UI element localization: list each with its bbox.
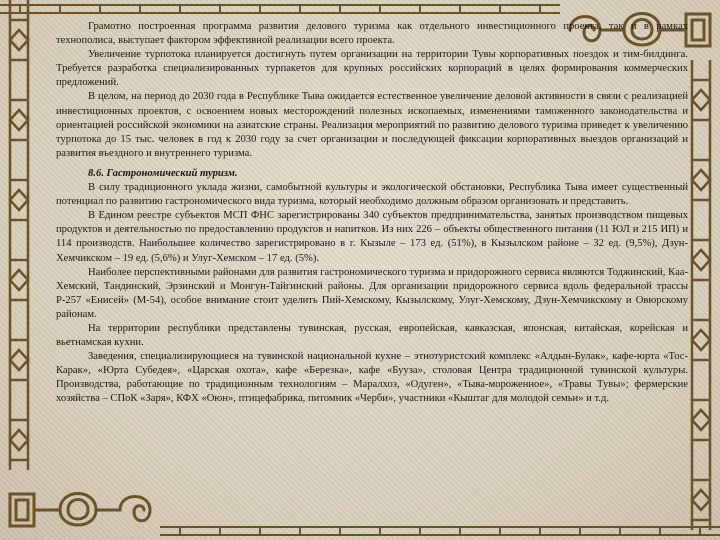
paragraph-perspective-districts: Наиболее перспективными районами для развития гастрономического туризма и придорожного сервиса являются Тоджинский, Каа-Хемский, Тандинский, Эрзинский и Монгун-Тайгинский районы. Для организации придорожного сервиса вдоль федеральной трассы Р-257 «Енисей» (М-54), особое внимание стоит уделить Пий-Хемскому, Кызылскому, Улуг-Хемскому, Дзун-Хемчикскому и Овюрскому районам. (56, 266, 688, 320)
paragraph-corporate-trips: Увеличение турпотока планируется достигнуть путем организации на территории Тувы корпоративных поездок и тим-билдинга. Требуется разработка специализированных турпакетов для крупных российских корпораций в целях формирования коммерческих предложений. (56, 49, 688, 89)
paragraph-intro: Грамотно построенная программа развития делового туризма как отдельного инвестиционного проекта, так и в рамках технополиса, выступает фактором эффективной реализации всего проекта. (56, 21, 688, 47)
document-body (56, 20, 688, 407)
ornament-border-left (4, 0, 34, 470)
paragraph-forecast-2030: В целом, на период до 2030 года в Республике Тыва ожидается естественное увеличение деловой активности в связи с реализацией инвестиционных проектов, с освоением новых месторождений полезных ископаемых, изменениями таможенного законодательства и ориентацией российской экономики на азиатские страны. Реализация мероприятий по развитию делового туризма приведет к увеличению турпотока до 15 тыс. человек в год к 2030 году за счет организации и последующей фиксации корпоративных выездов организаций и развития въездного и внутреннего туризма. (56, 91, 688, 159)
paragraph-cuisines: На территории республики представлены тувинская, русская, европейская, кавказская, японская, китайская, корейская и вьетнамская кухни. (56, 322, 688, 349)
ornament-border-right (686, 60, 716, 530)
section-heading: 8.6. Гастрономический туризм. (88, 167, 238, 179)
ornament-border-bottom (160, 524, 720, 538)
paragraph-gastro-potential: В силу традиционного уклада жизни, самобытной культуры и экологической обстановки, Республика Тыва имеет существенный потенциал по развитию гастрономического вида туризма, который необходимо должным образом организовать и представить. (56, 182, 688, 208)
paragraph-msp-registry: В Едином реестре субъектов МСП ФНС зарегистрированы 340 субъектов предпринимательства, занятых производством пищевых продуктов и деятельностью по предоставлению продуктов и напитков. Из них 226 – объекты общественного питания (11 ЮЛ и 215 ИП) и 114 производств. Наибольшее количество зарегистрировано в г. Кызыле – 173 ед. (51%), в Кызылском районе – 32 ед. (9,5%), Дзун-Хемчикском – 19 ед. (5,6%) и Улуг-Хемском – 17 ед. (5%). (56, 210, 688, 264)
ornament-corner-bottom-left (0, 480, 160, 540)
ornament-border-top (0, 2, 560, 16)
paragraph-establishments: Заведения, специализирующиеся на тувинской национальной кухне – этнотуристский комплекс «Алдын-Булак», кафе-юрта «Тос-Карак», «Юрта Субедея», «Царская охота», кафе «Березка», кафе «Бууза», столовая Центра традиционной тувинской культуры. Производства, работающие по традиционным технологиям – Маралхоз, «Одуген», «Тыва-мороженное», «Травы Тувы»; фермерские хозяйства – СПоК «Заря», КФХ «Оюн», птицефабрика, питомник «Черби», участники «Кыштаг для молодой семьи» и т.д. (56, 351, 688, 405)
